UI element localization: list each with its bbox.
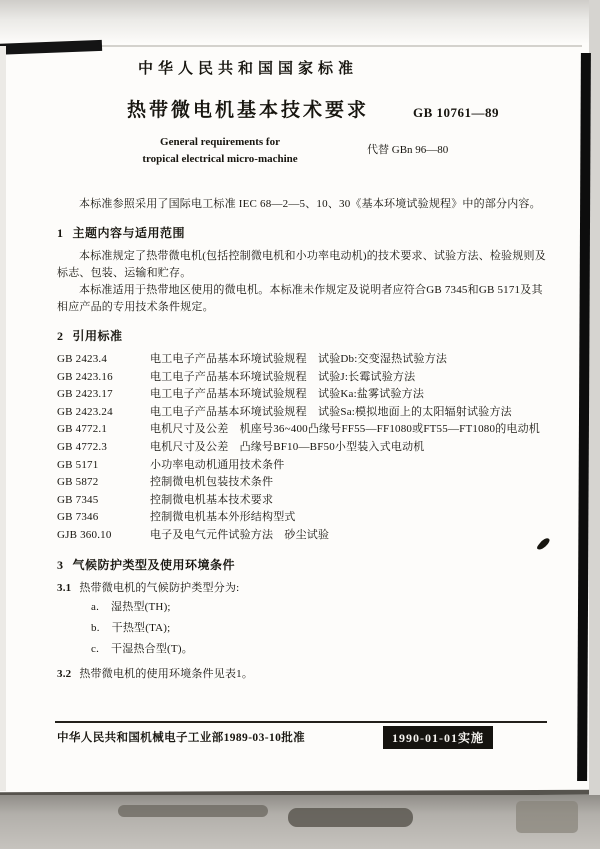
reference-title: 控制微电机基本外形结构型式 [150, 511, 296, 524]
reference-code: GB 7345 [57, 493, 99, 506]
scan-shadow-blob [516, 801, 578, 833]
document-body [57, 196, 547, 683]
section-2-heading [57, 328, 547, 345]
clause-3-1 [57, 580, 547, 597]
scan-edge-right-outer [589, 0, 600, 849]
reference-title: 电工电子产品基本环境试验规程 试验Db:交变湿热试验方法 [150, 353, 448, 365]
scan-shadow-blob [288, 808, 413, 827]
implementation-date-badge: 1990-01-01实施 [383, 726, 493, 749]
clause-3-2-text: 热带微电机的使用环境条件见表1。 [79, 667, 254, 680]
clause-3-2-number: 3.2 [57, 667, 72, 680]
reference-code: GB 2423.17 [57, 388, 113, 401]
reference-code: GB 4772.1 [57, 423, 108, 436]
reference-title: 控制微电机基本技术要求 [150, 493, 274, 506]
reference-item [57, 492, 547, 510]
reference-code: GB 5872 [57, 476, 99, 489]
section-1-paragraph-2: 本标准适用于热带地区使用的微电机。本标准未作规定及说明者应符合GB 7345和GB 5171及其相应产品的专用技术条件规定。 [57, 284, 543, 313]
standard-class-label: 中华人民共和国国家标准 [137, 61, 358, 77]
scan-edge-bottom [0, 795, 600, 849]
item-b-text: 干热型(TA); [111, 621, 171, 634]
protection-type-item-c [91, 639, 547, 660]
reference-title: 电子及电气元件试验方法 砂尘试验 [150, 528, 330, 541]
document-header [57, 57, 547, 169]
item-a-text: 湿热型(TH); [111, 600, 171, 613]
scan-edge-left [0, 46, 6, 791]
reference-code: GB 2423.4 [57, 353, 108, 365]
reference-item [57, 351, 547, 369]
replaces-note: 代替 GBn 96—80 [367, 144, 449, 156]
reference-code: GB 2423.24 [57, 405, 113, 418]
reference-standards-list [57, 351, 547, 545]
title-en-line2: tropical electrical micro-machine [142, 153, 298, 165]
section-1-title: 主题内容与适用范围 [72, 226, 186, 240]
reference-item [57, 404, 547, 422]
section-2-title: 引用标准 [72, 329, 123, 343]
reference-code: GB 5171 [57, 458, 99, 471]
title-en-line1: General requirements for [160, 136, 280, 148]
item-b-label: b. [91, 621, 100, 634]
section-3-title: 气候防护类型及使用环境条件 [72, 557, 236, 572]
reference-item [57, 509, 547, 527]
section-3-heading [57, 557, 547, 574]
reference-title: 电工电子产品基本环境试验规程 试验Sa:模拟地面上的太阳辐射试验方法 [150, 405, 512, 418]
reference-item [57, 527, 547, 545]
clause-3-2 [57, 666, 547, 683]
section-1-paragraph-1: 本标准规定了热带微电机(包括控制微电机和小功率电动机)的技术要求、试验方法、检验规则及标志、包装、运输和贮存。 [57, 250, 546, 279]
item-c-label: c. [91, 642, 100, 655]
reference-item [57, 474, 547, 492]
item-a-label: a. [91, 600, 100, 613]
reference-title: 电工电子产品基本环境试验规程 试验Ka:盐雾试验方法 [150, 388, 425, 401]
reference-item [57, 421, 547, 439]
document-title-en [57, 134, 383, 168]
scan-shadow-blob [118, 805, 268, 817]
reference-title: 电机尺寸及公差 凸缘号BF10—BF50小型装入式电动机 [150, 440, 425, 453]
scan-edge-top [0, 0, 600, 44]
reference-code: GB 4772.3 [57, 440, 108, 453]
scan-edge-top-line [92, 45, 582, 47]
clause-3-1-text: 热带微电机的气候防护类型分为: [79, 581, 240, 594]
reference-item [57, 439, 547, 457]
reference-item [57, 369, 547, 387]
section-3-number: 3 [57, 557, 64, 572]
reference-title: 控制微电机包装技术条件 [150, 476, 274, 489]
protection-type-item-b [91, 618, 547, 639]
preface-paragraph: 本标准参照采用了国际电工标准 IEC 68—2—5、10、30《基本环境试验规程》中的部分内容。 [79, 198, 541, 210]
standard-number: GB 10761—89 [413, 105, 500, 120]
footer-divider [55, 721, 547, 723]
section-1-number: 1 [57, 226, 64, 240]
reference-code: GB 2423.16 [57, 370, 113, 383]
reference-item [57, 386, 547, 404]
reference-title: 小功率电动机通用技术条件 [150, 458, 285, 471]
approval-note: 中华人民共和国机械电子工业部1989-03-10批准 [57, 732, 306, 744]
reference-code: GJB 360.10 [57, 528, 112, 541]
reference-title: 电工电子产品基本环境试验规程 试验J:长霉试验方法 [150, 370, 416, 383]
item-c-text: 干湿热合型(T)。 [111, 642, 193, 655]
protection-type-item-a [91, 597, 547, 618]
reference-item [57, 457, 547, 475]
section-1-heading [57, 225, 547, 242]
reference-code: GB 7346 [57, 511, 99, 524]
document-title-cn: 热带微电机基本技术要求 [126, 100, 369, 121]
reference-title: 电机尺寸及公差 机座号36~400凸缘号FF55—FF1080或FT55—FT1080的电动机 [150, 423, 540, 436]
section-2-number: 2 [57, 329, 64, 343]
clause-3-1-number: 3.1 [57, 581, 72, 594]
